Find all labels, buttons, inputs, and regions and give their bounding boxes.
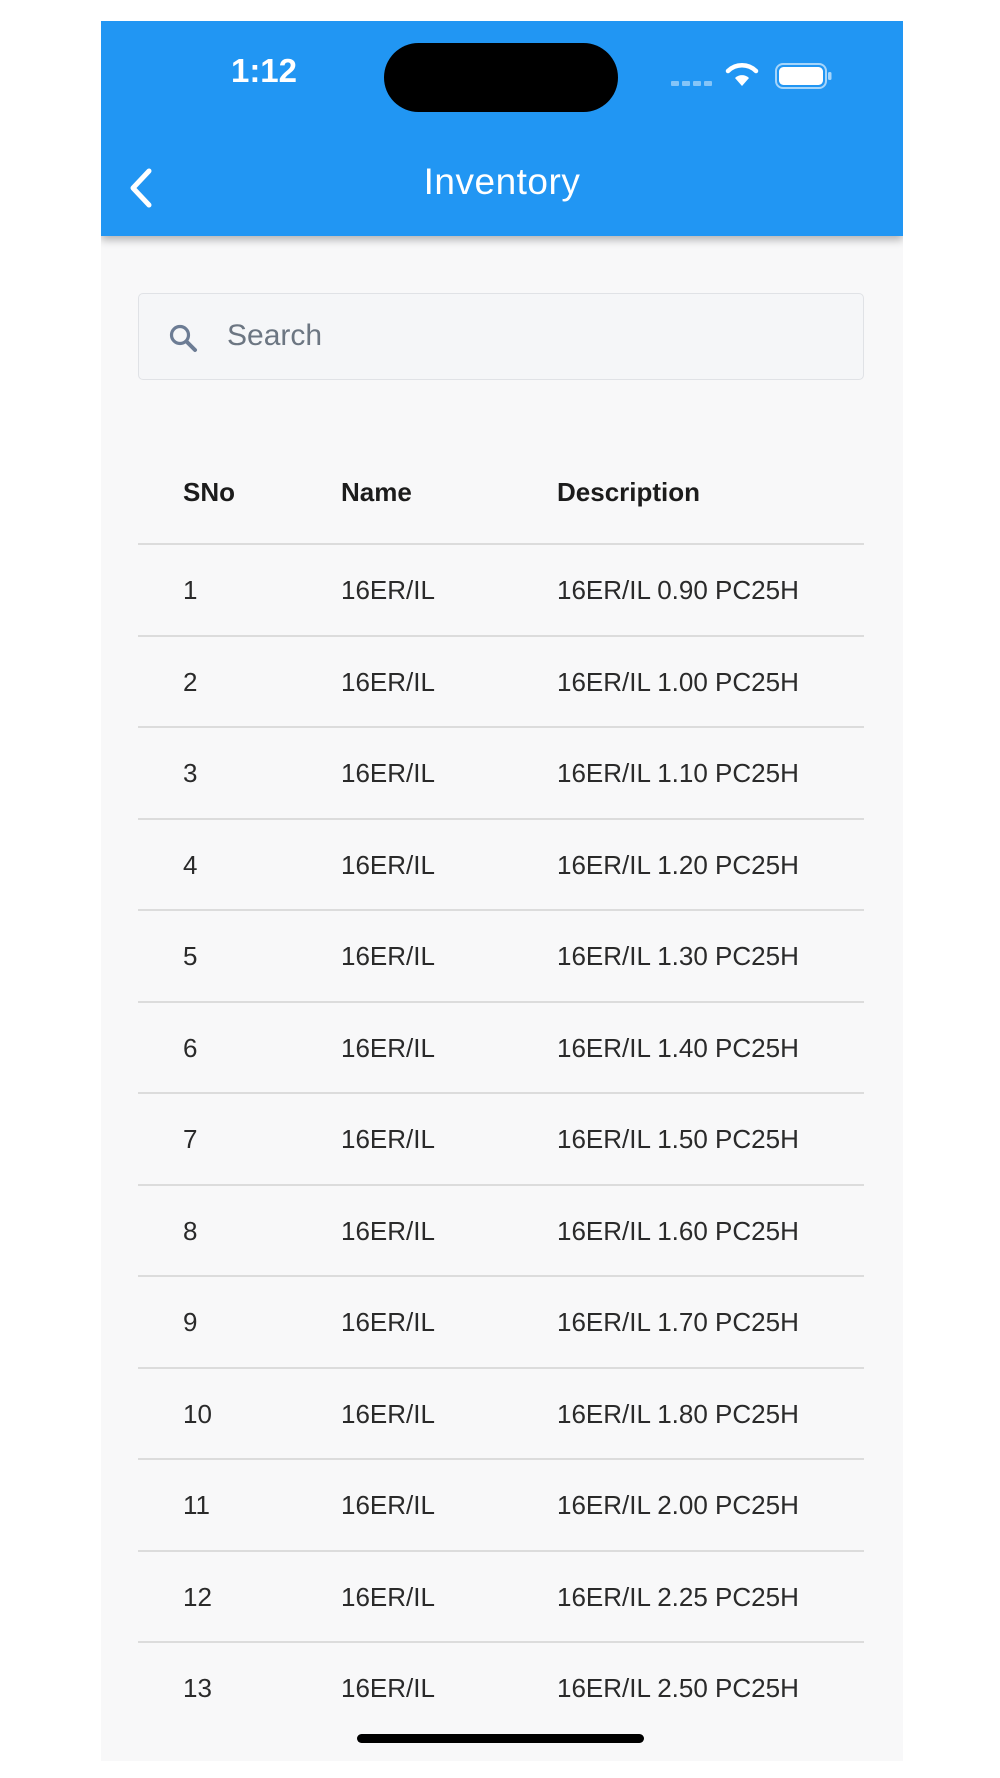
inventory-table <box>138 447 864 1733</box>
column-header-description[interactable]: Description <box>557 477 701 507</box>
cell-name: 16ER/IL <box>341 1673 435 1703</box>
cell-name: 16ER/IL <box>341 575 435 605</box>
table-row[interactable] <box>138 637 864 729</box>
cell-name: 16ER/IL <box>341 1398 435 1429</box>
cell-sno: 4 <box>183 849 198 880</box>
cell-sno: 11 <box>183 1490 210 1520</box>
table-row[interactable] <box>138 1552 864 1644</box>
cell-sno: 6 <box>183 1032 198 1063</box>
cell-description: 16ER/IL 2.00 PC25H <box>557 1490 799 1520</box>
table-row[interactable] <box>138 1186 864 1278</box>
cell-description: 16ER/IL 0.90 PC25H <box>557 575 799 605</box>
cell-description: 16ER/IL 1.70 PC25H <box>557 1307 799 1337</box>
page-title: Inventory <box>423 161 581 202</box>
search-box[interactable] <box>138 293 864 380</box>
cell-sno: 12 <box>183 1581 212 1612</box>
cell-description: 16ER/IL 1.40 PC25H <box>557 1032 799 1063</box>
table-row[interactable] <box>138 1460 864 1552</box>
table-row[interactable] <box>138 1643 864 1733</box>
cell-sno: 1 <box>183 575 198 605</box>
app-bar <box>101 21 903 236</box>
cell-description: 16ER/IL 2.50 PC25H <box>557 1673 799 1703</box>
cell-name: 16ER/IL <box>341 666 435 697</box>
home-indicator[interactable] <box>357 1734 644 1743</box>
search-input[interactable] <box>227 294 847 378</box>
cellular-signal-icon <box>671 81 712 86</box>
column-header-name[interactable]: Name <box>341 477 412 507</box>
cell-sno: 13 <box>183 1673 212 1703</box>
table-row[interactable] <box>138 545 864 637</box>
cell-name: 16ER/IL <box>341 941 435 971</box>
cell-description: 16ER/IL 1.80 PC25H <box>557 1398 799 1429</box>
table-row[interactable] <box>138 1003 864 1095</box>
search-icon <box>166 321 200 355</box>
wifi-icon <box>723 59 761 89</box>
table-row[interactable] <box>138 1277 864 1369</box>
dynamic-island <box>384 43 618 112</box>
cell-sno: 8 <box>183 1215 198 1246</box>
column-header-sno[interactable]: SNo <box>183 477 235 507</box>
table-row[interactable] <box>138 820 864 912</box>
table-row[interactable] <box>138 728 864 820</box>
cell-description: 16ER/IL 1.20 PC25H <box>557 849 799 880</box>
cell-description: 16ER/IL 1.50 PC25H <box>557 1124 799 1154</box>
phone-screen <box>101 21 903 1761</box>
cell-description: 16ER/IL 1.00 PC25H <box>557 666 799 697</box>
table-header <box>138 447 864 545</box>
cell-name: 16ER/IL <box>341 1581 435 1612</box>
cell-sno: 9 <box>183 1307 198 1337</box>
battery-icon <box>775 63 833 89</box>
cell-name: 16ER/IL <box>341 1124 435 1154</box>
cell-name: 16ER/IL <box>341 1490 435 1520</box>
cell-sno: 10 <box>183 1398 212 1429</box>
cell-sno: 5 <box>183 941 198 971</box>
cell-sno: 2 <box>183 666 198 697</box>
cell-sno: 3 <box>183 758 198 788</box>
cell-name: 16ER/IL <box>341 1032 435 1063</box>
cell-sno: 7 <box>183 1124 198 1154</box>
cell-description: 16ER/IL 1.10 PC25H <box>557 758 799 788</box>
cell-description: 16ER/IL 1.60 PC25H <box>557 1215 799 1246</box>
cell-description: 16ER/IL 2.25 PC25H <box>557 1581 799 1612</box>
cell-description: 16ER/IL 1.30 PC25H <box>557 941 799 971</box>
table-row[interactable] <box>138 1094 864 1186</box>
table-body <box>138 545 864 1733</box>
cell-name: 16ER/IL <box>341 1307 435 1337</box>
table-row[interactable] <box>138 1369 864 1461</box>
cell-name: 16ER/IL <box>341 849 435 880</box>
cell-name: 16ER/IL <box>341 758 435 788</box>
cell-name: 16ER/IL <box>341 1215 435 1246</box>
status-time: 1:12 <box>230 52 298 89</box>
table-row[interactable] <box>138 911 864 1003</box>
